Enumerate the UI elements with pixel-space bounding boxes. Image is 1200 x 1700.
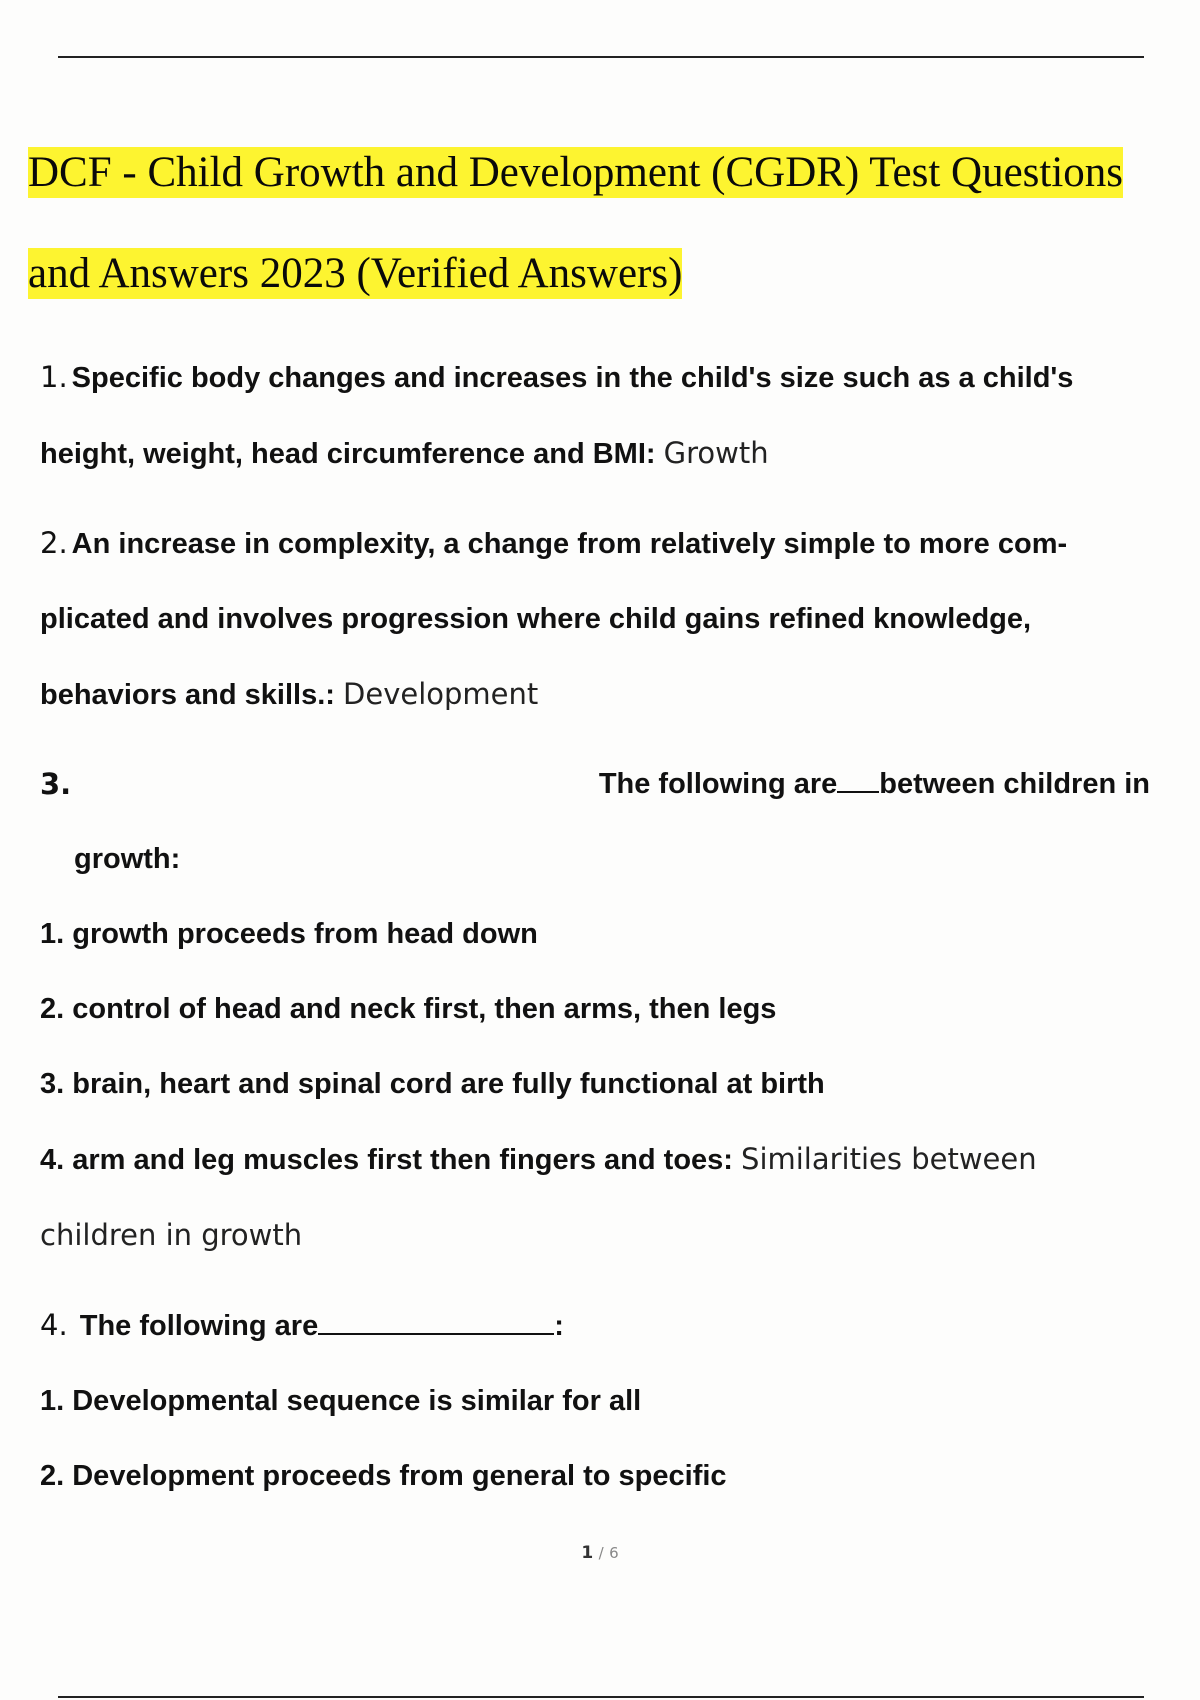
fill-in-blank	[837, 765, 879, 793]
list-item	[40, 1122, 1150, 1274]
fill-in-blank	[318, 1307, 554, 1335]
list-item-text: 3. brain, heart and spinal cord are fully functional at birth	[40, 1068, 825, 1100]
question-text-c: growth:	[74, 843, 181, 875]
total-pages: 6	[609, 1544, 619, 1562]
title-line-1: DCF - Child Growth and Development (CGDR) Test Questions	[28, 149, 1124, 196]
question-1	[40, 340, 1150, 492]
question-number: 2.	[40, 526, 68, 560]
question-text-b: between children in	[879, 768, 1150, 800]
document-title	[28, 122, 1178, 324]
question-number: 1.	[40, 360, 68, 394]
answer-text: Development	[343, 677, 539, 711]
page-indicator	[0, 1543, 1200, 1563]
question-text: An increase in complexity, a change from relatively simple to more com- plicated and involves progression where child gains refined knowledge, behaviors and skills.:	[40, 528, 1068, 711]
question-text: Specific body changes and increases in the child's size such as a child's height, weight, head circumference and BMI:	[40, 362, 1074, 470]
bottom-divider	[58, 1696, 1144, 1698]
list-item	[40, 1047, 1150, 1122]
answer-text: Growth	[663, 436, 769, 470]
answer-text: Similarities between children in growth	[40, 1142, 1037, 1252]
list-item-text: 2. control of head and neck first, then arms, then legs	[40, 993, 777, 1025]
list-item	[40, 1364, 1150, 1439]
question-number: 4.	[40, 1308, 68, 1342]
page-separator: /	[598, 1544, 604, 1562]
list-item-text: 4. arm and leg muscles first then fingers and toes:	[40, 1144, 733, 1176]
question-text-a: The following are	[79, 1310, 319, 1342]
top-divider	[58, 56, 1144, 58]
question-2	[40, 506, 1150, 733]
current-page: 1	[581, 1543, 594, 1563]
document-body	[40, 340, 1150, 1514]
list-item-text: 1. growth proceeds from head down	[40, 918, 538, 950]
list-item	[40, 1439, 1150, 1514]
title-line-2: and Answers 2023 (Verified Answers)	[28, 250, 683, 297]
list-item	[40, 897, 1150, 972]
list-item-text: 1. Developmental sequence is similar for all	[40, 1385, 642, 1417]
question-text-a: The following are	[598, 768, 838, 800]
question-3-header	[40, 747, 1150, 822]
list-item-text: 2. Development proceeds from general to specific	[40, 1460, 727, 1492]
question-text	[599, 747, 1150, 822]
list-item	[40, 972, 1150, 1047]
question-text-b: :	[554, 1310, 564, 1342]
question-4	[40, 1288, 1150, 1514]
question-number: 3.	[40, 767, 72, 801]
question-3	[40, 747, 1150, 1274]
question-4-header	[40, 1288, 1150, 1364]
